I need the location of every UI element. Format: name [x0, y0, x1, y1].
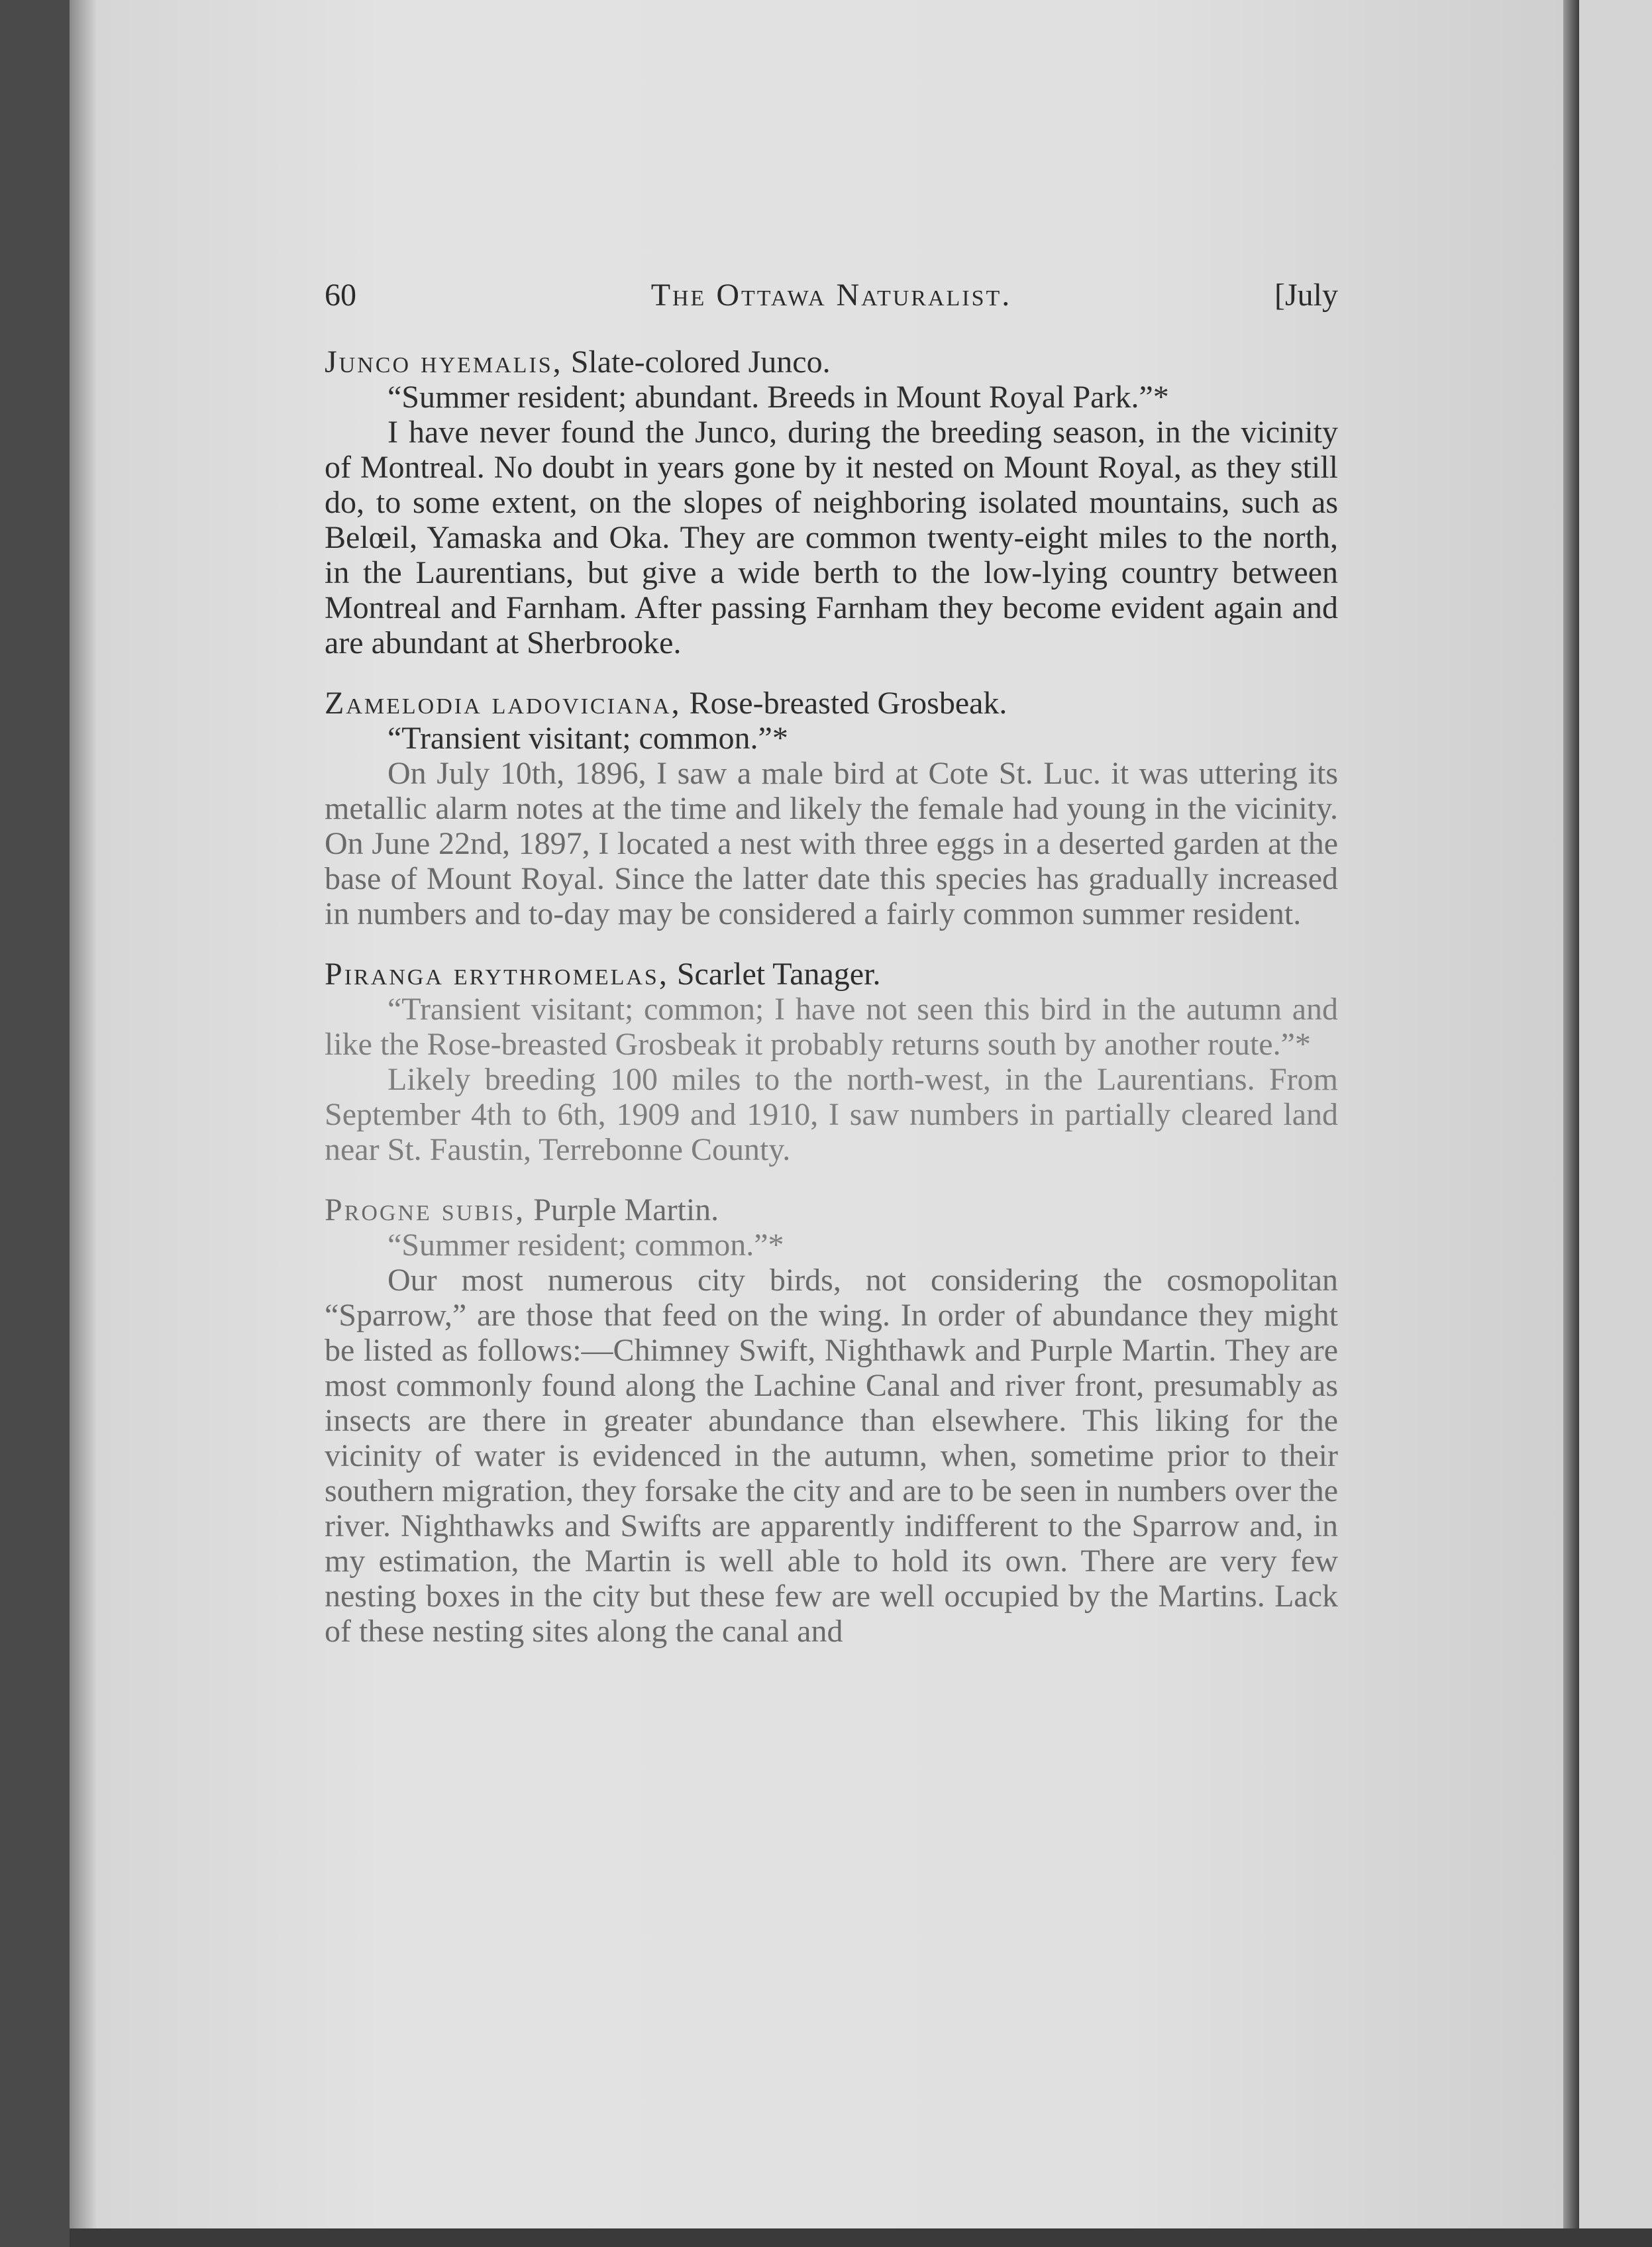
- species-paragraph: Likely breeding 100 miles to the north-west, in the Laurentians. From September 4th to 6th, 1909 and 1910, I saw numbers in partially cleared land near St. Faustin, Terrebonne County.: [325, 1062, 1338, 1167]
- species-heading: [325, 957, 1338, 992]
- scientific-name: Piranga erythromelas,: [325, 957, 669, 992]
- common-name: Purple Martin.: [533, 1192, 719, 1228]
- species-heading: [325, 686, 1338, 721]
- article-body: [325, 344, 1338, 1649]
- species-quote: “Transient visitant; common; I have not seen this bird in the autumn and like the Rose-breasted Grosbeak it probably returns south by another route.”*: [325, 992, 1338, 1062]
- species-quote: “Summer resident; common.”*: [387, 1228, 784, 1263]
- species-quote: “Summer resident; abundant. Breeds in Mount Royal Park.”*: [387, 380, 1169, 415]
- running-title: The Ottawa Naturalist.: [650, 278, 1012, 313]
- running-month: [July: [1274, 278, 1338, 313]
- species-paragraph: I have never found the Junco, during the breeding season, in the vicinity of Montreal. No doubt in years gone by it nested on Mount Royal, as they still do, to some extent, on the slopes of neighboring isolated mountains, such as Belœil, Yamaska and Oka. They are common twenty-eight miles to the north, in the Laurentians, but give a wide berth to the low-lying country between Montreal and Farnham. After passing Farnham they become evident again and are abundant at Sherbrooke.: [325, 415, 1338, 660]
- common-name: Slate-colored Junco.: [570, 344, 831, 380]
- common-name: Rose-breasted Grosbeak.: [689, 686, 1007, 721]
- scan-bottom-edge: [70, 2228, 1652, 2247]
- page-shadow: [70, 0, 96, 2247]
- scientific-name: Junco hyemalis,: [325, 344, 563, 380]
- species-paragraph: Our most numerous city birds, not considering the cosmopolitan “Sparrow,” are those that feed on the wing. In order of abundance they might be listed as follows:—Chimney Swift, Nighthawk and Purple Martin. They are most commonly found along the Lachine Canal and river front, presumably as insects are there in greater abundance than elsewhere. This liking for the vicinity of water is evidenced in the autumn, when, sometime prior to their southern migration, they forsake the city and are to be seen in numbers over the river. Nighthawks and Swifts are apparently indifferent to the Sparrow and, in my estimation, the Martin is well able to hold its own. There are very few nesting boxes in the city but these few are well occupied by the Martins. Lack of these nesting sites along the canal and: [325, 1263, 1338, 1649]
- species-heading: [325, 1192, 1338, 1228]
- common-name: Scarlet Tanager.: [676, 957, 881, 992]
- species-paragraph: On July 10th, 1896, I saw a male bird at Cote St. Luc. it was uttering its metallic alarm notes at the time and likely the female had young in the vicinity. On June 22nd, 1897, I located a nest with three eggs in a deserted garden at the base of Mount Royal. Since the latter date this species has gradually increased in numbers and to-day may be considered a fairly common summer resident.: [325, 756, 1338, 931]
- scientific-name: Progne subis,: [325, 1192, 526, 1228]
- adjacent-page-edge: [1579, 0, 1652, 2247]
- species-quote: “Transient visitant; common.”*: [387, 721, 788, 756]
- book-binding-edge: [0, 0, 70, 2247]
- page-header: [325, 277, 1338, 323]
- species-heading: [325, 344, 1338, 380]
- page-gutter: [1563, 0, 1579, 2247]
- scientific-name: Zamelodia ladoviciana,: [325, 686, 682, 721]
- page-number: 60: [325, 278, 356, 313]
